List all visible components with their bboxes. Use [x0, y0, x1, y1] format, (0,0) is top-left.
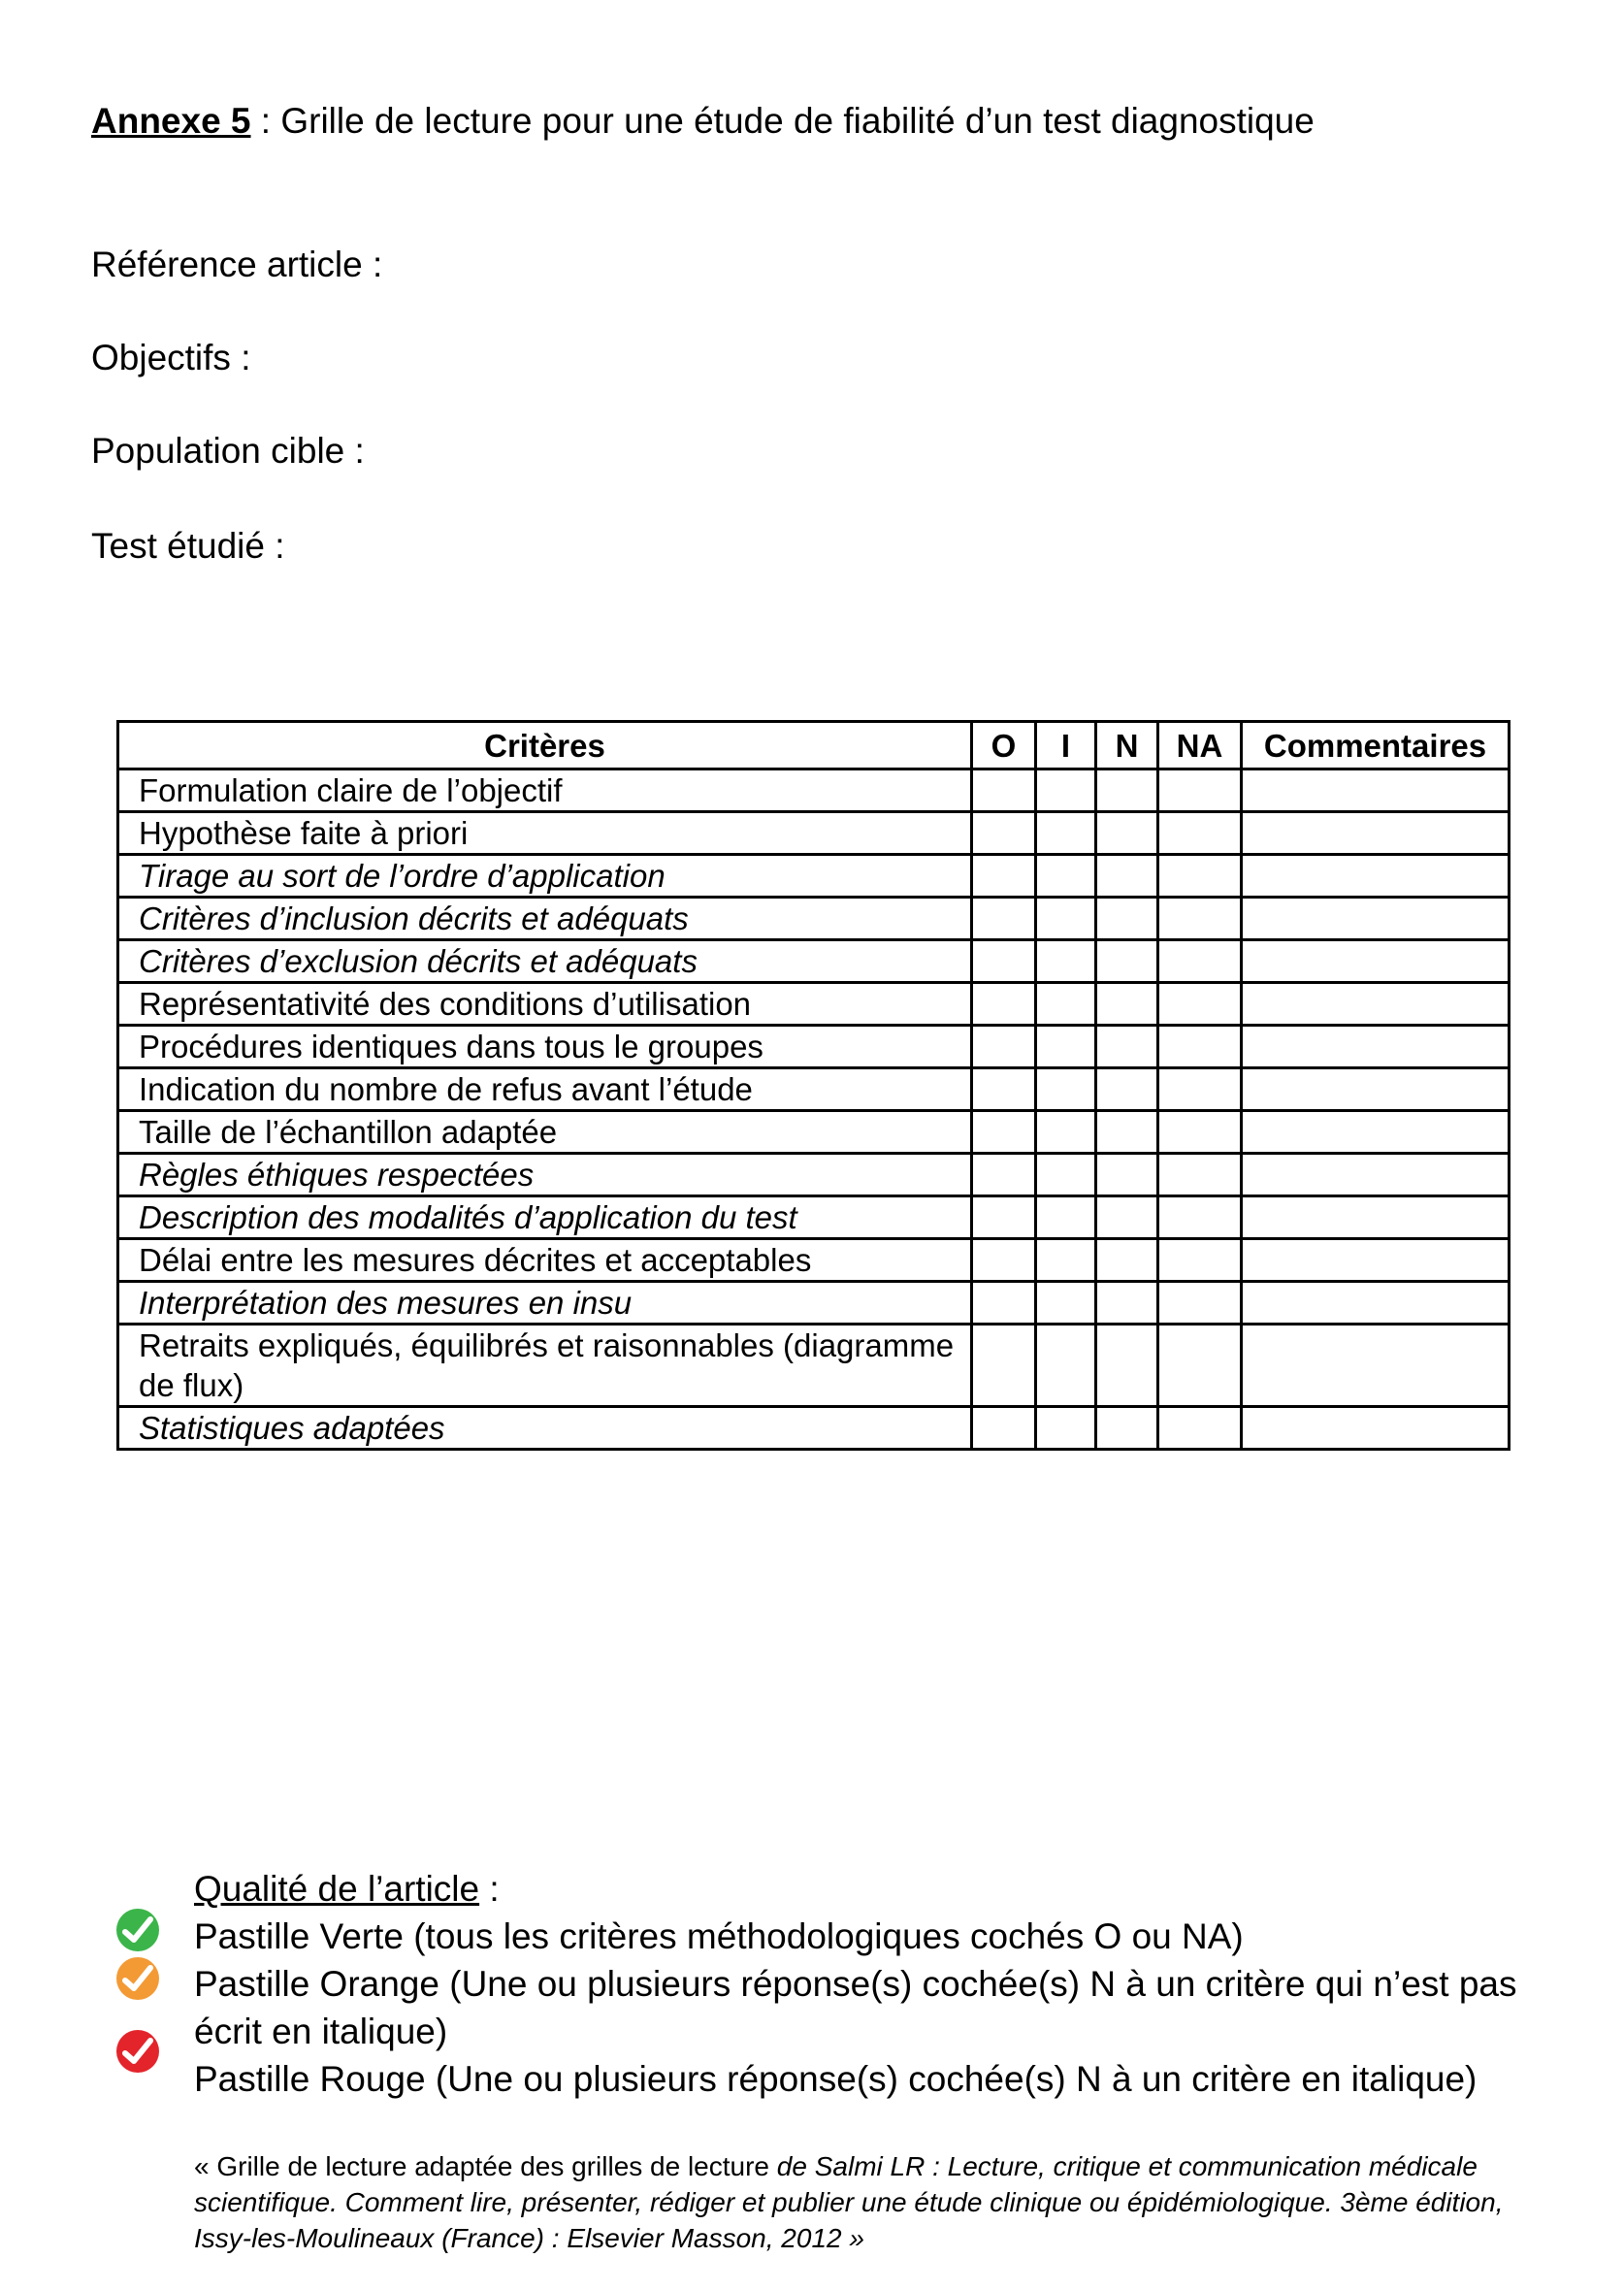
table-row [118, 1325, 1510, 1407]
table-row [118, 855, 1510, 898]
comment-cell[interactable] [1242, 812, 1510, 855]
checkbox-n[interactable] [1096, 1068, 1158, 1111]
criterion-label: Indication du nombre de refus avant l’étude [118, 1068, 972, 1111]
checkbox-i[interactable] [1036, 1325, 1096, 1407]
pastille-rouge-text: Pastille Rouge (Une ou plusieurs réponse(s) cochée(s) N à un critère en italique) [194, 2059, 1478, 2099]
checkbox-i[interactable] [1036, 1154, 1096, 1196]
red-pastille-circle [116, 2030, 159, 2073]
checkbox-na[interactable] [1158, 1196, 1242, 1239]
checkbox-na[interactable] [1158, 898, 1242, 940]
checkbox-na[interactable] [1158, 769, 1242, 812]
pastille-orange-text: Pastille Orange (Une ou plusieurs réponse(s) cochée(s) N à un critère qui n’est pas écrit en italique) [194, 1964, 1517, 2051]
header-n: N [1096, 722, 1158, 769]
table-row [118, 1407, 1510, 1450]
table-row [118, 812, 1510, 855]
criterion-label: Procédures identiques dans tous le groupes [118, 1026, 972, 1068]
checkbox-n[interactable] [1096, 1111, 1158, 1154]
checkbox-n[interactable] [1096, 1325, 1158, 1407]
checkbox-na[interactable] [1158, 1325, 1242, 1407]
checkbox-o[interactable] [972, 1026, 1036, 1068]
checkbox-o[interactable] [972, 769, 1036, 812]
checkbox-n[interactable] [1096, 898, 1158, 940]
reference-note [194, 2148, 1552, 2256]
header-criteres: Critères [118, 722, 972, 769]
checkbox-n[interactable] [1096, 1026, 1158, 1068]
comment-cell[interactable] [1242, 1325, 1510, 1407]
checkbox-na[interactable] [1158, 1154, 1242, 1196]
checkbox-i[interactable] [1036, 1239, 1096, 1282]
comment-cell[interactable] [1242, 1282, 1510, 1325]
checkbox-i[interactable] [1036, 898, 1096, 940]
comment-cell[interactable] [1242, 898, 1510, 940]
checkbox-n[interactable] [1096, 1407, 1158, 1450]
criterion-label: Hypothèse faite à priori [118, 812, 972, 855]
table-row [118, 1026, 1510, 1068]
comment-cell[interactable] [1242, 1154, 1510, 1196]
reference-citation: de Salmi LR : Lecture, critique et communication médicale scientifique. Comment lire, présenter, rédiger et publier une étude clinique ou épidémiologique. 3ème édition, Issy-les-Moulineaux (France) : Elsevier Masson, 2012 » [194, 2151, 1504, 2253]
checkbox-o[interactable] [972, 898, 1036, 940]
field-population-cible: Population cible : [91, 431, 365, 471]
checkbox-na[interactable] [1158, 812, 1242, 855]
page-title [91, 101, 1315, 142]
criterion-label: Retraits expliqués, équilibrés et raisonnables (diagramme de flux) [118, 1325, 972, 1407]
checkbox-i[interactable] [1036, 769, 1096, 812]
comment-cell[interactable] [1242, 983, 1510, 1026]
checkbox-o[interactable] [972, 812, 1036, 855]
criterion-label: Interprétation des mesures en insu [118, 1282, 972, 1325]
comment-cell[interactable] [1242, 769, 1510, 812]
checkbox-i[interactable] [1036, 1407, 1096, 1450]
comment-cell[interactable] [1242, 940, 1510, 983]
comment-cell[interactable] [1242, 1239, 1510, 1282]
checkbox-o[interactable] [972, 1239, 1036, 1282]
table-row [118, 1239, 1510, 1282]
checkbox-n[interactable] [1096, 1196, 1158, 1239]
checkbox-n[interactable] [1096, 812, 1158, 855]
checkbox-i[interactable] [1036, 940, 1096, 983]
comment-cell[interactable] [1242, 1196, 1510, 1239]
criterion-label: Critères d’exclusion décrits et adéquats [118, 940, 972, 983]
checkbox-o[interactable] [972, 1282, 1036, 1325]
table-row [118, 1111, 1510, 1154]
criterion-label: Règles éthiques respectées [118, 1154, 972, 1196]
quality-title: Qualité de l’article [194, 1869, 480, 1909]
checkbox-n[interactable] [1096, 940, 1158, 983]
header-i: I [1036, 722, 1096, 769]
red-pastille-icon [114, 2028, 161, 2075]
checkbox-n[interactable] [1096, 1239, 1158, 1282]
criterion-label: Statistiques adaptées [118, 1407, 972, 1450]
checkbox-na[interactable] [1158, 1282, 1242, 1325]
criteria-table [116, 720, 1510, 1451]
criterion-label: Formulation claire de l’objectif [118, 769, 972, 812]
field-test-etudie: Test étudié : [91, 526, 285, 566]
checkbox-n[interactable] [1096, 983, 1158, 1026]
checkbox-i[interactable] [1036, 1111, 1096, 1154]
checkbox-o[interactable] [972, 940, 1036, 983]
header-commentaires: Commentaires [1242, 722, 1510, 769]
checkbox-o[interactable] [972, 1407, 1036, 1450]
comment-cell[interactable] [1242, 1407, 1510, 1450]
checkbox-na[interactable] [1158, 1239, 1242, 1282]
checkbox-n[interactable] [1096, 855, 1158, 898]
table-row [118, 1196, 1510, 1239]
comment-cell[interactable] [1242, 1068, 1510, 1111]
checkbox-o[interactable] [972, 1111, 1036, 1154]
checkbox-na[interactable] [1158, 855, 1242, 898]
checkbox-n[interactable] [1096, 1282, 1158, 1325]
checkbox-o[interactable] [972, 1196, 1036, 1239]
checkbox-i[interactable] [1036, 983, 1096, 1026]
checkbox-i[interactable] [1036, 1282, 1096, 1325]
comment-cell[interactable] [1242, 855, 1510, 898]
checkbox-n[interactable] [1096, 1154, 1158, 1196]
checkbox-i[interactable] [1036, 812, 1096, 855]
quality-title-suffix: : [479, 1869, 500, 1909]
criterion-label: Représentativité des conditions d’utilisation [118, 983, 972, 1026]
criterion-label: Tirage au sort de l’ordre d’application [118, 855, 972, 898]
table-row [118, 1154, 1510, 1196]
green-pastille-icon [114, 1907, 161, 1953]
checkbox-o[interactable] [972, 1068, 1036, 1111]
checkbox-i[interactable] [1036, 1068, 1096, 1111]
table-row [118, 769, 1510, 812]
criterion-label: Délai entre les mesures décrites et acceptables [118, 1239, 972, 1282]
checkbox-na[interactable] [1158, 1026, 1242, 1068]
checkbox-na[interactable] [1158, 1068, 1242, 1111]
table-row [118, 940, 1510, 983]
field-objectifs: Objectifs : [91, 338, 251, 377]
table-row [118, 983, 1510, 1026]
checkbox-o[interactable] [972, 983, 1036, 1026]
comment-cell[interactable] [1242, 1026, 1510, 1068]
pastille-verte-text: Pastille Verte (tous les critères méthodologiques cochés O ou NA) [194, 1916, 1244, 1956]
title-text: : Grille de lecture pour une étude de fiabilité d’un test diagnostique [250, 101, 1315, 141]
checkbox-o[interactable] [972, 855, 1036, 898]
table-row [118, 1068, 1510, 1111]
comment-cell[interactable] [1242, 1111, 1510, 1154]
table-row [118, 1282, 1510, 1325]
criterion-label: Description des modalités d’application du test [118, 1196, 972, 1239]
field-reference-article: Référence article : [91, 245, 383, 284]
checkbox-na[interactable] [1158, 1111, 1242, 1154]
annexe-label: Annexe 5 [91, 101, 251, 141]
quality-section [194, 1865, 1552, 2103]
checkbox-o[interactable] [972, 1325, 1036, 1407]
checkbox-i[interactable] [1036, 855, 1096, 898]
checkbox-i[interactable] [1036, 1196, 1096, 1239]
checkbox-i[interactable] [1036, 1026, 1096, 1068]
checkbox-o[interactable] [972, 1154, 1036, 1196]
table-row [118, 898, 1510, 940]
checkbox-na[interactable] [1158, 983, 1242, 1026]
orange-pastille-circle [116, 1957, 159, 2000]
orange-pastille-icon [114, 1955, 161, 2002]
header-o: O [972, 722, 1036, 769]
criterion-label: Critères d’inclusion décrits et adéquats [118, 898, 972, 940]
green-pastille-circle [116, 1909, 159, 1951]
reference-prefix: « Grille de lecture adaptée des grilles de lecture [194, 2151, 777, 2181]
table-header-row [118, 722, 1510, 769]
checkbox-na[interactable] [1158, 1407, 1242, 1450]
checkbox-na[interactable] [1158, 940, 1242, 983]
header-na: NA [1158, 722, 1242, 769]
criterion-label: Taille de l’échantillon adaptée [118, 1111, 972, 1154]
checkbox-n[interactable] [1096, 769, 1158, 812]
